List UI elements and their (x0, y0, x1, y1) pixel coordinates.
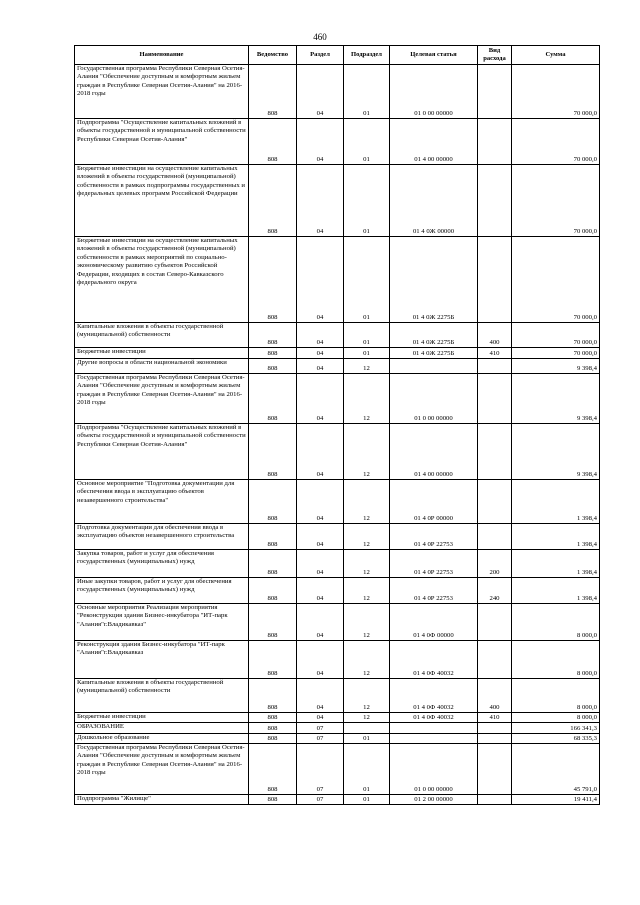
cell-subsection: 12 (344, 550, 390, 578)
header-target: Целевая статья (390, 46, 478, 65)
cell-dept: 808 (249, 734, 297, 744)
cell-subsection: 01 (344, 165, 390, 237)
cell-dept: 808 (249, 795, 297, 805)
cell-sum: 8 000,0 (512, 679, 600, 713)
cell-target: 01 4 0Ф 40032 (390, 641, 478, 679)
cell-section: 04 (297, 713, 344, 723)
cell-dept: 808 (249, 480, 297, 524)
row-name-text: Государственная программа Республики Северная Осетия-Алания "Обеспечение доступным и комфортным жильем граждан в Республике Северная Осетия-Алания" на 2016-2018 годы (77, 65, 245, 98)
row-name-text: Подпрограмма "Осуществление капитальных вложений в объекты государственной и муниципальной собственности Республики Северная Осетия-Алания" (77, 424, 246, 448)
row-name-text: Государственная программа Республики Северная Осетия-Алания "Обеспечение доступным и комфортным жильем граждан в Республике Северная Осетия-Алания" на 2016-2018 годы (77, 374, 245, 407)
cell-sum: 45 791,0 (512, 744, 600, 795)
row-name-text: Подготовка документации для обеспечения ввода в эксплуатацию объектов незавершенного строительства (77, 524, 235, 540)
cell-target: 01 4 0Ж 2275Б (390, 348, 478, 359)
cell-subsection: 12 (344, 713, 390, 723)
row-name-text: Закупка товаров, работ и услуг для обеспечения государственных (муниципальных) нужд (77, 550, 215, 566)
cell-subsection: 01 (344, 744, 390, 795)
cell-section: 04 (297, 65, 344, 119)
cell-section: 04 (297, 359, 344, 374)
cell-dept: 808 (249, 119, 297, 165)
table-body (75, 65, 600, 805)
table-row (75, 604, 600, 641)
header-section: Раздел (297, 46, 344, 65)
cell-section: 04 (297, 550, 344, 578)
cell-sum: 70 000,0 (512, 348, 600, 359)
cell-subsection: 01 (344, 734, 390, 744)
row-name-text: Бюджетные инвестиции (77, 713, 146, 720)
cell-name (75, 578, 249, 604)
cell-section: 04 (297, 524, 344, 550)
cell-dept: 808 (249, 374, 297, 424)
cell-name (75, 713, 249, 723)
cell-dept: 808 (249, 65, 297, 119)
cell-name (75, 723, 249, 734)
cell-section: 04 (297, 480, 344, 524)
row-name-text: Подпрограмма "Осуществление капитальных вложений в объекты государственной и муниципальной собственности Республики Северная Осетия-Алания" (77, 119, 246, 143)
cell-name (75, 524, 249, 550)
cell-sum: 19 411,4 (512, 795, 600, 805)
cell-sum: 70 000,0 (512, 323, 600, 348)
cell-exptype (478, 165, 512, 237)
cell-target: 01 4 0Ж 2275Б (390, 323, 478, 348)
cell-subsection: 01 (344, 323, 390, 348)
cell-name (75, 359, 249, 374)
cell-target: 01 0 00 00000 (390, 65, 478, 119)
cell-exptype: 400 (478, 323, 512, 348)
cell-subsection: 12 (344, 480, 390, 524)
cell-target: 01 2 00 00000 (390, 795, 478, 805)
cell-exptype (478, 424, 512, 480)
budget-table (74, 45, 600, 805)
cell-sum: 70 000,0 (512, 119, 600, 165)
cell-exptype (478, 119, 512, 165)
row-name-text: Иные закупки товаров, работ и услуг для обеспечения государственных (муниципальных) нужд (77, 578, 232, 594)
cell-name (75, 604, 249, 641)
cell-sum: 8 000,0 (512, 641, 600, 679)
cell-name (75, 424, 249, 480)
cell-subsection: 01 (344, 119, 390, 165)
cell-target: 01 4 0Ф 00000 (390, 604, 478, 641)
cell-target: 01 4 0Ф 40032 (390, 713, 478, 723)
cell-section: 04 (297, 578, 344, 604)
cell-subsection: 12 (344, 641, 390, 679)
table-row (75, 723, 600, 734)
header-name: Наименование (75, 46, 249, 65)
cell-exptype: 200 (478, 550, 512, 578)
cell-dept: 808 (249, 165, 297, 237)
cell-target: 01 0 00 00000 (390, 374, 478, 424)
cell-sum: 68 335,3 (512, 734, 600, 744)
cell-dept: 808 (249, 604, 297, 641)
cell-target (390, 734, 478, 744)
header-subsection: Подраздел (344, 46, 390, 65)
cell-sum: 1 398,4 (512, 550, 600, 578)
cell-exptype (478, 524, 512, 550)
cell-name (75, 795, 249, 805)
table-row (75, 578, 600, 604)
cell-sum: 9 398,4 (512, 374, 600, 424)
cell-sum: 70 000,0 (512, 65, 600, 119)
cell-name (75, 348, 249, 359)
cell-exptype: 410 (478, 713, 512, 723)
cell-dept: 808 (249, 713, 297, 723)
cell-sum: 70 000,0 (512, 165, 600, 237)
cell-subsection: 12 (344, 578, 390, 604)
cell-dept: 808 (249, 723, 297, 734)
cell-section: 04 (297, 237, 344, 323)
cell-target: 01 4 0Ф 40032 (390, 679, 478, 713)
cell-exptype (478, 795, 512, 805)
cell-name (75, 744, 249, 795)
cell-target: 01 4 00 00000 (390, 119, 478, 165)
cell-dept: 808 (249, 348, 297, 359)
cell-name (75, 65, 249, 119)
table-row (75, 374, 600, 424)
cell-subsection: 12 (344, 359, 390, 374)
cell-target: 01 4 0Р 22753 (390, 550, 478, 578)
cell-name (75, 323, 249, 348)
cell-target: 01 4 0Ж 2275Б (390, 237, 478, 323)
page-number: 460 (313, 32, 327, 42)
header-exptype: Вид расхода (478, 46, 512, 65)
cell-exptype (478, 237, 512, 323)
cell-section: 07 (297, 734, 344, 744)
cell-exptype: 410 (478, 348, 512, 359)
table-row (75, 359, 600, 374)
cell-dept: 808 (249, 641, 297, 679)
row-name-text: Бюджетные инвестиции (77, 348, 146, 355)
cell-subsection: 12 (344, 679, 390, 713)
cell-section: 04 (297, 374, 344, 424)
cell-section: 07 (297, 744, 344, 795)
cell-dept: 808 (249, 359, 297, 374)
table-row (75, 641, 600, 679)
table-row (75, 744, 600, 795)
cell-exptype (478, 359, 512, 374)
cell-dept: 808 (249, 524, 297, 550)
cell-section: 07 (297, 795, 344, 805)
cell-dept: 808 (249, 237, 297, 323)
table-row (75, 348, 600, 359)
row-name-text: Подпрограмма "Жилище" (77, 795, 151, 802)
cell-exptype (478, 480, 512, 524)
cell-exptype (478, 641, 512, 679)
row-name-text: Капитальные вложения в объекты государственной (муниципальной) собственности (77, 679, 224, 695)
table-row (75, 65, 600, 119)
cell-target (390, 723, 478, 734)
table-row (75, 165, 600, 237)
cell-exptype (478, 374, 512, 424)
table-row (75, 323, 600, 348)
table-row (75, 424, 600, 480)
cell-name (75, 679, 249, 713)
row-name-text: Бюджетные инвестиции на осуществление капитальных вложений в объекты государственной (муниципальной) собственности в рамках мероприятий по социально-экономическому развитию субъектов Российской Федерации, входящих в состав Северо-Кавказского федерального округа (77, 237, 238, 287)
cell-section: 04 (297, 165, 344, 237)
cell-sum: 8 000,0 (512, 713, 600, 723)
cell-target: 01 4 0Р 00000 (390, 480, 478, 524)
cell-subsection: 12 (344, 524, 390, 550)
cell-sum: 1 398,4 (512, 524, 600, 550)
row-name-text: Основные мероприятия Реализация мероприятия "Реконструкция здания Бизнес-инкубатора "ИТ-парк "Алания"г.Владикавказ" (77, 604, 228, 628)
table-row (75, 795, 600, 805)
cell-name (75, 374, 249, 424)
cell-section: 04 (297, 641, 344, 679)
header-dept: Ведомство (249, 46, 297, 65)
row-name-text: Основное мероприятие "Подготовка документации для обеспечения ввода в эксплуатацию объектов незавершенного строительства" (77, 480, 235, 504)
table-row (75, 679, 600, 713)
table-row (75, 119, 600, 165)
table-row (75, 237, 600, 323)
cell-exptype (478, 734, 512, 744)
cell-sum: 1 398,4 (512, 480, 600, 524)
row-name-text: Государственная программа Республики Северная Осетия-Алания "Обеспечение доступным и комфортным жильем граждан в Республике Северная Осетия-Алания" на 2016-2018 годы (77, 744, 245, 777)
cell-target: 01 4 00 00000 (390, 424, 478, 480)
row-name-text: Бюджетные инвестиции на осуществление капитальных вложений в объекты государственной (муниципальной) собственности в рамках подпрограммы государственных и федеральных целевых программ Российской Федерации (77, 165, 245, 198)
cell-subsection: 01 (344, 65, 390, 119)
cell-name (75, 119, 249, 165)
cell-section: 04 (297, 679, 344, 713)
cell-subsection: 01 (344, 348, 390, 359)
header-sum: Сумма (512, 46, 600, 65)
cell-name (75, 550, 249, 578)
cell-sum: 9 398,4 (512, 359, 600, 374)
cell-subsection: 01 (344, 795, 390, 805)
cell-section: 04 (297, 424, 344, 480)
cell-section: 04 (297, 323, 344, 348)
cell-name (75, 480, 249, 524)
cell-name (75, 165, 249, 237)
cell-name (75, 641, 249, 679)
cell-subsection: 12 (344, 604, 390, 641)
cell-sum: 1 398,4 (512, 578, 600, 604)
cell-exptype (478, 744, 512, 795)
cell-subsection (344, 723, 390, 734)
cell-section: 04 (297, 119, 344, 165)
cell-name (75, 734, 249, 744)
table-row (75, 734, 600, 744)
cell-exptype (478, 65, 512, 119)
cell-dept: 808 (249, 550, 297, 578)
header-row (75, 46, 600, 65)
cell-section: 07 (297, 723, 344, 734)
table-row (75, 550, 600, 578)
cell-sum: 166 341,3 (512, 723, 600, 734)
table-row (75, 713, 600, 723)
cell-subsection: 01 (344, 237, 390, 323)
cell-target: 01 4 0Р 22753 (390, 524, 478, 550)
cell-dept: 808 (249, 323, 297, 348)
row-name-text: Дошкольное образование (77, 734, 150, 741)
cell-subsection: 12 (344, 424, 390, 480)
cell-exptype (478, 604, 512, 641)
row-name-text: Капитальные вложения в объекты государственной (муниципальной) собственности (77, 323, 224, 339)
row-name-text: Реконструкция здания Бизнес-инкубатора "ИТ-парк "Алания"г.Владикавказ (77, 641, 225, 657)
cell-name (75, 237, 249, 323)
cell-dept: 808 (249, 744, 297, 795)
cell-sum: 8 000,0 (512, 604, 600, 641)
table-row (75, 524, 600, 550)
cell-sum: 9 398,4 (512, 424, 600, 480)
cell-dept: 808 (249, 679, 297, 713)
cell-dept: 808 (249, 578, 297, 604)
cell-target (390, 359, 478, 374)
cell-dept: 808 (249, 424, 297, 480)
cell-target: 01 0 00 00000 (390, 744, 478, 795)
cell-sum: 70 000,0 (512, 237, 600, 323)
cell-exptype (478, 723, 512, 734)
row-name-text: ОБРАЗОВАНИЕ (77, 723, 124, 730)
cell-target: 01 4 0Р 22753 (390, 578, 478, 604)
cell-target: 01 4 0Ж 00000 (390, 165, 478, 237)
cell-subsection: 12 (344, 374, 390, 424)
cell-exptype: 240 (478, 578, 512, 604)
row-name-text: Другие вопросы в области национальной экономики (77, 359, 227, 366)
table-row (75, 480, 600, 524)
cell-section: 04 (297, 348, 344, 359)
cell-exptype: 400 (478, 679, 512, 713)
cell-section: 04 (297, 604, 344, 641)
